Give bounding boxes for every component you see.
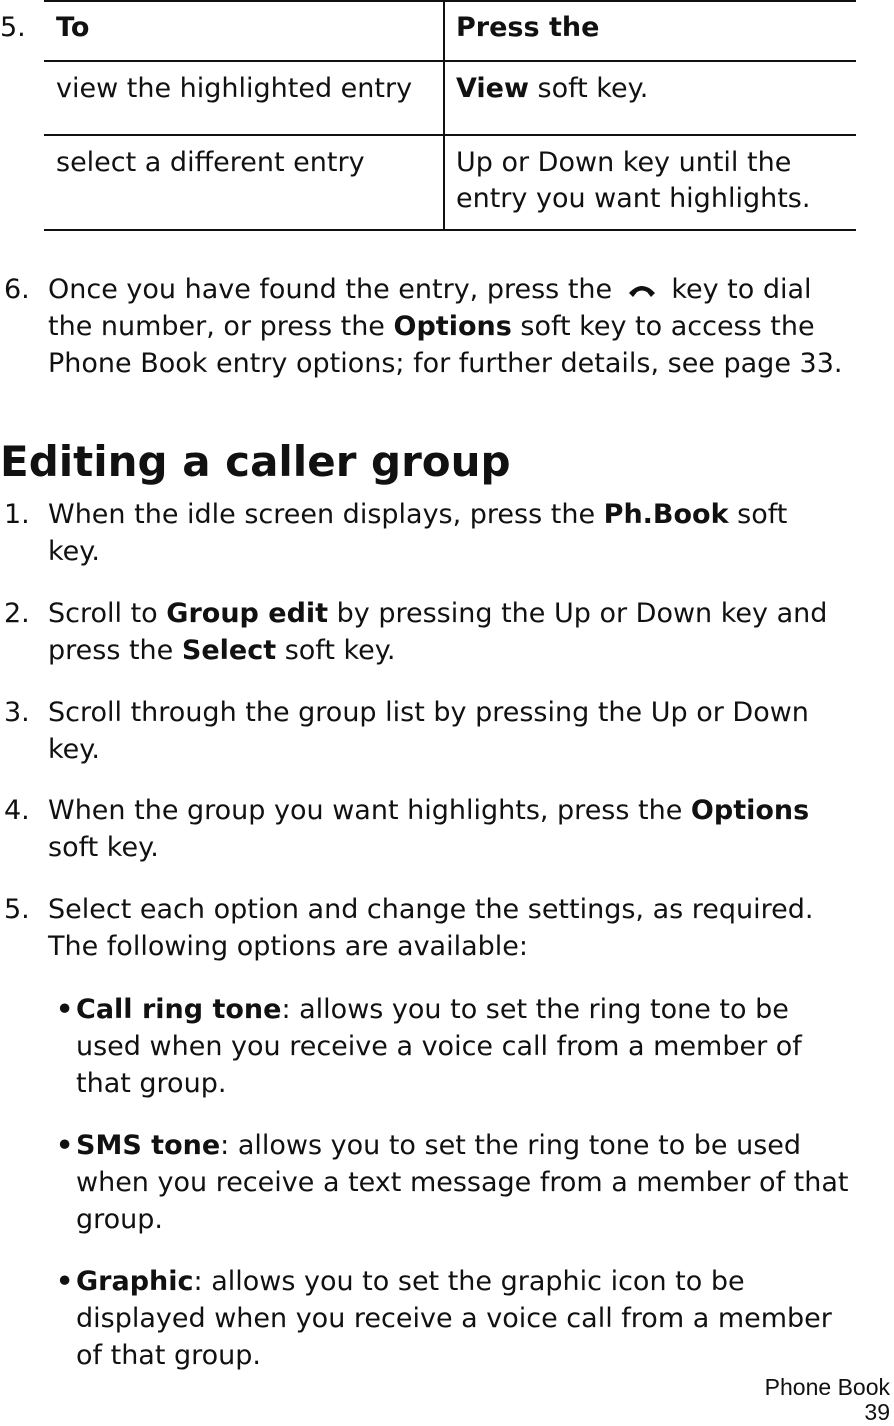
group-edit-menu-label: Group edit bbox=[166, 598, 329, 629]
table-row-2-press-line1: Up or Down key until the bbox=[456, 147, 792, 178]
table-row-2-to: select a different entry bbox=[56, 147, 365, 178]
step-2-line-2: press the Select soft key. bbox=[48, 635, 396, 666]
options-softkey-label: Options bbox=[393, 311, 512, 342]
send-key-icon bbox=[627, 273, 657, 309]
step-1-line-2: key. bbox=[48, 536, 100, 567]
table-header-rule bbox=[44, 60, 856, 62]
option-graphic-line-3: of that group. bbox=[76, 1340, 262, 1371]
step-5-line-1: Select each option and change the settings, as required. bbox=[48, 894, 814, 925]
option-term: Call ring tone bbox=[76, 994, 282, 1025]
option-call-ring-tone-line-3: that group. bbox=[76, 1068, 227, 1099]
step-6-line-3: Phone Book entry options; for further details, see page 33. bbox=[48, 348, 843, 379]
table-top-rule bbox=[44, 0, 856, 2]
step-6-line-1: Once you have found the entry, press the key to dial bbox=[48, 272, 812, 309]
option-graphic-line-1: Graphic: allows you to set the graphic icon to be bbox=[76, 1266, 745, 1297]
table-column-divider bbox=[443, 0, 445, 231]
option-sms-tone-line-2: when you receive a text message from a member of that bbox=[76, 1167, 849, 1198]
footer-chapter: Phone Book bbox=[764, 1374, 890, 1400]
step-5-line-2: The following options are available: bbox=[48, 931, 529, 962]
step-4-line-1: When the group you want highlights, press the Options bbox=[48, 795, 810, 826]
option-sms-tone-line-3: group. bbox=[76, 1204, 163, 1235]
bullet-icon: • bbox=[56, 1266, 74, 1297]
step-number: 5. bbox=[4, 894, 30, 925]
section-title: Editing a caller group bbox=[0, 437, 511, 486]
phbook-softkey-label: Ph.Book bbox=[603, 499, 729, 530]
step-number: 1. bbox=[4, 499, 30, 530]
option-sms-tone-line-1: SMS tone: allows you to set the ring tone to be used bbox=[76, 1130, 802, 1161]
options-softkey-label: Options bbox=[690, 795, 810, 826]
step-number: 4. bbox=[4, 795, 30, 826]
bullet-icon: • bbox=[56, 1130, 74, 1161]
view-softkey-label: View bbox=[456, 73, 529, 104]
page-number: 39 bbox=[864, 1399, 890, 1425]
step-number: 3. bbox=[4, 697, 30, 728]
step-6-line-2: the number, or press the Options soft key to access the bbox=[48, 311, 815, 342]
step-number: 6. bbox=[4, 274, 30, 305]
table-row-1-to: view the highlighted entry bbox=[56, 73, 413, 104]
option-term: Graphic bbox=[76, 1266, 194, 1297]
table-step-number: 5. bbox=[0, 12, 26, 43]
table-row-1-press: View soft key. bbox=[456, 73, 649, 104]
table-bottom-rule bbox=[44, 229, 856, 231]
step-4-line-2: soft key. bbox=[48, 832, 159, 863]
table-row-2-press-line2: entry you want highlights. bbox=[456, 183, 811, 214]
table-header-press: Press the bbox=[456, 12, 600, 43]
step-3-line-1: Scroll through the group list by pressing the Up or Down bbox=[48, 697, 809, 728]
step-2-line-1: Scroll to Group edit by pressing the Up or Down key and bbox=[48, 598, 828, 629]
table-header-to: To bbox=[56, 12, 90, 43]
select-softkey-label: Select bbox=[181, 635, 277, 666]
option-call-ring-tone-line-2: used when you receive a voice call from a member of bbox=[76, 1031, 802, 1062]
table-row-rule bbox=[44, 134, 856, 136]
option-graphic-line-2: displayed when you receive a voice call from a member bbox=[76, 1303, 832, 1334]
option-call-ring-tone-line-1: Call ring tone: allows you to set the ring tone to be bbox=[76, 994, 789, 1025]
step-3-line-2: key. bbox=[48, 734, 100, 765]
step-number: 2. bbox=[4, 598, 30, 629]
option-term: SMS tone bbox=[76, 1130, 221, 1161]
step-1-line-1: When the idle screen displays, press the Ph.Book soft bbox=[48, 499, 788, 530]
bullet-icon: • bbox=[56, 994, 74, 1025]
